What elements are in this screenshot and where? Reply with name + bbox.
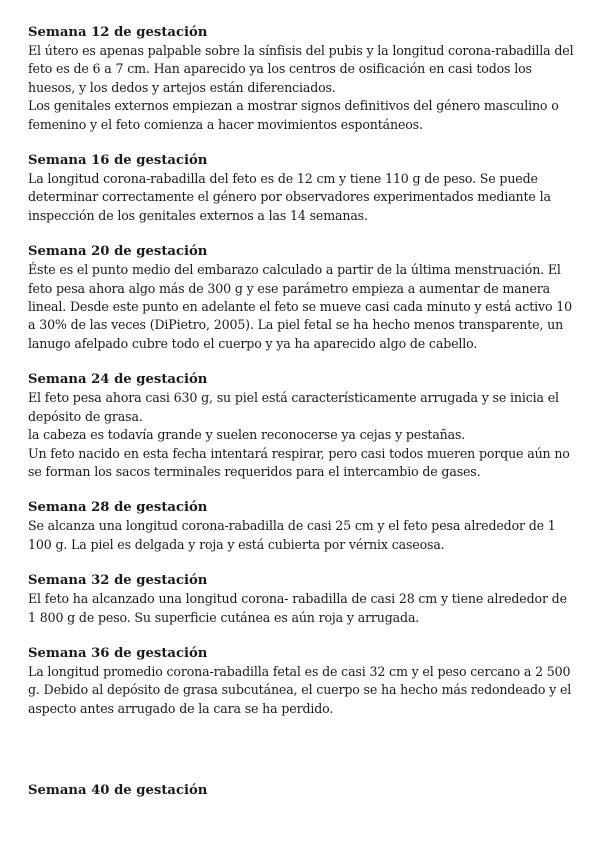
section-week-12 (28, 24, 576, 134)
section-paragraph: Éste es el punto medio del embarazo calculado a partir de la última menstruación. El feto pesa ahora algo más de 300 g y ese parámetro empieza a aumentar de manera lineal. Desde este punto en adelante el feto se mueve casi cada minuto y está activo 10 a 30% de las veces (DiPietro, 2005). La piel fetal se ha hecho menos transparente, un lanugo afelpado cubre todo el cuerpo y ya ha aparecido algo de cabello. (28, 262, 573, 351)
section-paragraph: El feto ha alcanzado una longitud corona- rabadilla de casi 28 cm y tiene alrededor de 1 800 g de peso. Su superficie cutánea es aún roja y arrugada. (28, 591, 567, 625)
section-heading: Semana 36 de gestación (28, 645, 208, 661)
section-week-40 (28, 782, 576, 800)
section-heading: Semana 32 de gestación (28, 573, 208, 589)
section-heading: Semana 20 de gestación (28, 244, 208, 260)
section-heading: Semana 28 de gestación (28, 500, 208, 516)
section-week-20 (28, 243, 576, 353)
section-week-32 (28, 572, 576, 627)
section-heading: Semana 12 de gestación (28, 25, 208, 40)
section-paragraph: La longitud promedio corona-rabadilla fetal es de casi 32 cm y el peso cercano a 2 500 g. Debido al depósito de grasa subcutánea, el cuerpo se ha hecho más redondeado y el aspecto antes arrugado de la cara se ha perdido. (28, 663, 572, 716)
document-page (28, 24, 576, 800)
section-heading: Semana 24 de gestación (28, 372, 208, 388)
section-paragraph: Un feto nacido en esta fecha intentará respirar, pero casi todos mueren porque aún no se forman los sacos terminales requeridos para el intercambio de gases. (28, 445, 570, 479)
section-heading: Semana 16 de gestación (28, 153, 208, 169)
section-week-16 (28, 152, 576, 225)
section-week-24 (28, 371, 576, 481)
section-paragraph: La longitud corona-rabadilla del feto es de 12 cm y tiene 110 g de peso. Se puede determinar correctamente el género por observadores experimentados mediante la inspección de los genitales externos a las 14 semanas. (28, 171, 551, 223)
section-paragraph: la cabeza es todavía grande y suelen reconocerse ya cejas y pestañas. (28, 427, 466, 443)
section-week-36 (28, 645, 576, 718)
section-heading: Semana 40 de gestación (28, 783, 208, 799)
section-paragraph: El útero es apenas palpable sobre la sínfisis del pubis y la longitud corona-rabadilla del feto es de 6 a 7 cm. Han aparecido ya los centros de osificación en casi todos los huesos, y los dedos y artejos están diferenciados. (28, 43, 574, 95)
section-paragraph: Los genitales externos empiezan a mostrar signos definitivos del género masculino o femenino y el feto comienza a hacer movimientos espontáneos. (28, 98, 559, 132)
section-paragraph: El feto pesa ahora casi 630 g, su piel está característicamente arrugada y se inicia el depósito de grasa. (28, 390, 559, 424)
section-paragraph: Se alcanza una longitud corona-rabadilla de casi 25 cm y el feto pesa alrededor de 1 100 g. La piel es delgada y roja y está cubierta por vérnix caseosa. (28, 518, 556, 552)
section-week-28 (28, 499, 576, 554)
